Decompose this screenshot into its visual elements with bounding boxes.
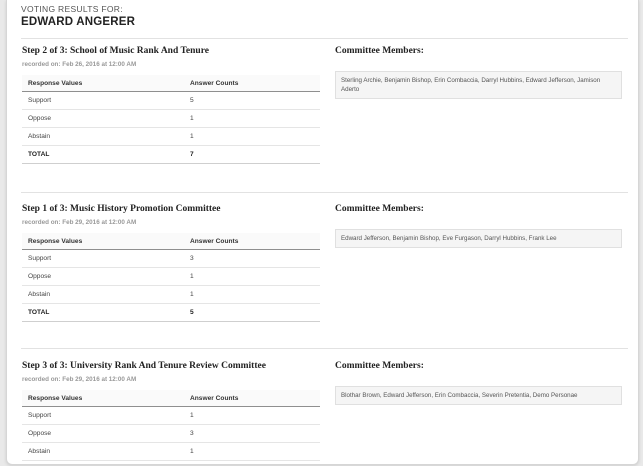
voting-results-page <box>6 0 639 465</box>
answer-count: 1 <box>184 110 320 128</box>
results-table <box>22 233 320 322</box>
response-value: Abstain <box>22 286 184 304</box>
table-row <box>22 425 320 443</box>
table-row <box>22 92 320 110</box>
section-divider <box>21 348 628 349</box>
candidate-name: EDWARD ANGERER <box>21 16 136 28</box>
response-value: Support <box>22 407 184 425</box>
response-value: Support <box>22 92 184 110</box>
total-row <box>22 304 320 322</box>
table-header-row <box>22 75 320 92</box>
answer-count: 1 <box>184 443 320 461</box>
page-header <box>21 4 135 28</box>
total-count: 5 <box>184 304 320 322</box>
table-row <box>22 443 320 461</box>
response-value: Oppose <box>22 425 184 443</box>
committee-members-heading: Committee Members: <box>335 46 424 56</box>
answer-count: 3 <box>184 250 320 268</box>
table-row <box>22 110 320 128</box>
total-label: TOTAL <box>22 146 184 164</box>
committee-members-heading: Committee Members: <box>335 361 424 371</box>
answer-count: 3 <box>184 425 320 443</box>
total-count: 7 <box>184 146 320 164</box>
step-title: Step 3 of 3: University Rank And Tenure Review Committee <box>22 361 266 371</box>
table-header-row <box>22 390 320 407</box>
response-value: Oppose <box>22 110 184 128</box>
response-value: Abstain <box>22 128 184 146</box>
column-header-answer-counts: Answer Counts <box>184 233 320 250</box>
results-table <box>22 75 320 164</box>
committee-members-list: Blothar Brown, Edward Jefferson, Erin Combaccia, Severin Pretentia, Demo Personae <box>335 386 622 405</box>
header-divider <box>21 38 628 39</box>
committee-members-heading: Committee Members: <box>335 204 424 214</box>
column-header-response-values: Response Values <box>22 75 184 92</box>
column-header-answer-counts: Answer Counts <box>184 75 320 92</box>
results-table <box>22 390 320 461</box>
step-title: Step 1 of 3: Music History Promotion Committee <box>22 204 221 214</box>
committee-members-list: Sterling Archie, Benjamin Bishop, Erin Combaccia, Darryl Hubbins, Edward Jefferson, Jamison Aderto <box>335 71 622 99</box>
recorded-date: recorded on: Feb 26, 2016 at 12:00 AM <box>22 61 137 68</box>
response-value: Oppose <box>22 268 184 286</box>
table-row <box>22 407 320 425</box>
answer-count: 1 <box>184 286 320 304</box>
total-label: TOTAL <box>22 304 184 322</box>
table-row <box>22 128 320 146</box>
total-row <box>22 146 320 164</box>
response-value: Support <box>22 250 184 268</box>
answer-count: 5 <box>184 92 320 110</box>
answer-count: 1 <box>184 268 320 286</box>
table-row <box>22 268 320 286</box>
section-divider <box>21 192 628 193</box>
response-value: Abstain <box>22 443 184 461</box>
answer-count: 1 <box>184 128 320 146</box>
header-label: VOTING RESULTS FOR: <box>21 4 123 14</box>
step-title: Step 2 of 3: School of Music Rank And Tenure <box>22 46 209 56</box>
column-header-response-values: Response Values <box>22 390 184 407</box>
column-header-response-values: Response Values <box>22 233 184 250</box>
column-header-answer-counts: Answer Counts <box>184 390 320 407</box>
table-row <box>22 286 320 304</box>
recorded-date: recorded on: Feb 29, 2016 at 12:00 AM <box>22 219 137 226</box>
answer-count: 1 <box>184 407 320 425</box>
table-row <box>22 250 320 268</box>
committee-members-list: Edward Jefferson, Benjamin Bishop, Eve Furgason, Darryl Hubbins, Frank Lee <box>335 229 622 248</box>
recorded-date: recorded on: Feb 29, 2016 at 12:00 AM <box>22 376 137 383</box>
table-header-row <box>22 233 320 250</box>
